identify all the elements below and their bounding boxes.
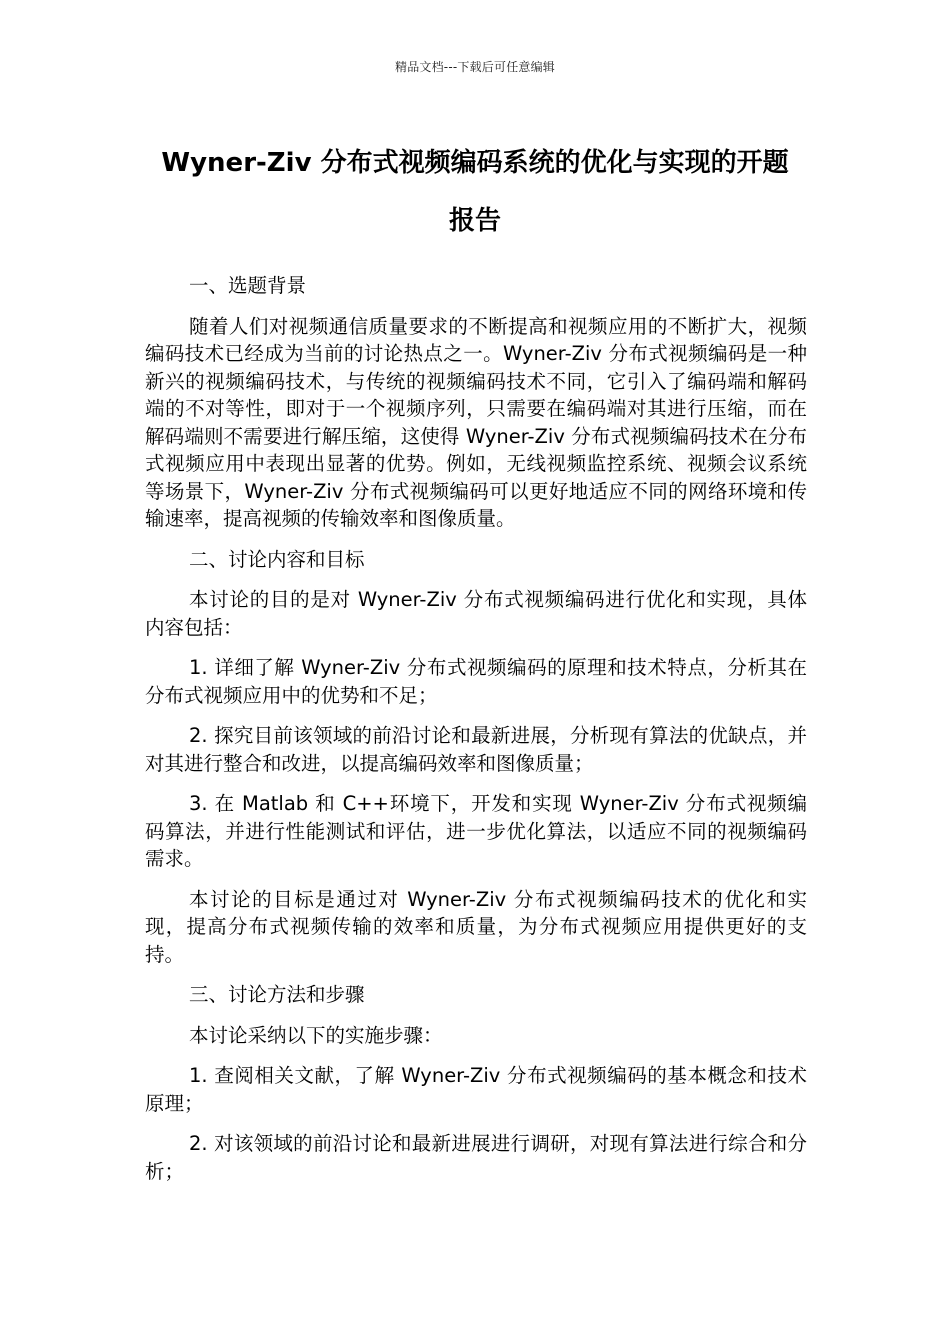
list-item-content-3: 3. 在 Matlab 和 C++环境下，开发和实现 Wyner-Ziv 分布式视频编码算法，并进行性能测试和评估，进一步优化算法，以适应不同的视频编码需求。 [145, 792, 807, 870]
paragraph-purpose: 本讨论的目的是对 Wyner-Ziv 分布式视频编码进行优化和实现，具体内容包括： [145, 588, 807, 639]
list-item-content-1: 1. 详细了解 Wyner-Ziv 分布式视频编码的原理和技术特点，分析其在分布式视频应用中的优势和不足； [145, 656, 807, 707]
section-heading-content-goals: 二、讨论内容和目标 [189, 547, 365, 571]
section-heading-methods: 三、讨论方法和步骤 [189, 983, 365, 1006]
page-header: 精品文档---下载后可任意编辑 [395, 60, 555, 74]
paragraph-goal: 本讨论的目标是通过对 Wyner-Ziv 分布式视频编码技术的优化和实现，提高分布式视频传输的效率和质量，为分布式视频应用提供更好的支持。 [145, 887, 807, 966]
list-item-step-2: 2. 对该领域的前沿讨论和最新进展进行调研，对现有算法进行综合和分析； [145, 1132, 807, 1183]
title-line-1: Wyner-Ziv 分布式视频编码系统的优化与实现的开题 [161, 148, 789, 178]
list-item-step-1: 1. 查阅相关文献，了解 Wyner-Ziv 分布式视频编码的基本概念和技术原理； [145, 1064, 807, 1115]
document-body [145, 272, 807, 1198]
paragraph-steps-intro: 本讨论采纳以下的实施步骤： [189, 1023, 443, 1047]
paragraph-background: 随着人们对视频通信质量要求的不断提高和视频应用的不断扩大，视频编码技术已经成为当前的讨论热点之一。Wyner-Ziv 分布式视频编码是一种新兴的视频编码技术，与传统的视频编码技术不同，它引入了编码端和解码端的不对等性，即对于一个视频序列，只需要在编码端对其进行压缩，而在解码端则不需要进行解压缩，这使得 Wyner-Ziv 分布式视频编码技术在分布式视频应用中表现出显著的优势。例如，无线视频监控系统、视频会议系统等场景下，Wyner-Ziv 分布式视频编码可以更好地适应不同的网络环境和传输速率，提高视频的传输效率和图像质量。 [145, 314, 807, 530]
section-heading-background: 一、选题背景 [189, 274, 307, 297]
document-title [140, 134, 810, 250]
list-item-content-2: 2. 探究目前该领域的前沿讨论和最新进展，分析现有算法的优缺点，并对其进行整合和改进，以提高编码效率和图像质量； [145, 724, 807, 775]
title-line-2: 报告 [448, 206, 501, 236]
